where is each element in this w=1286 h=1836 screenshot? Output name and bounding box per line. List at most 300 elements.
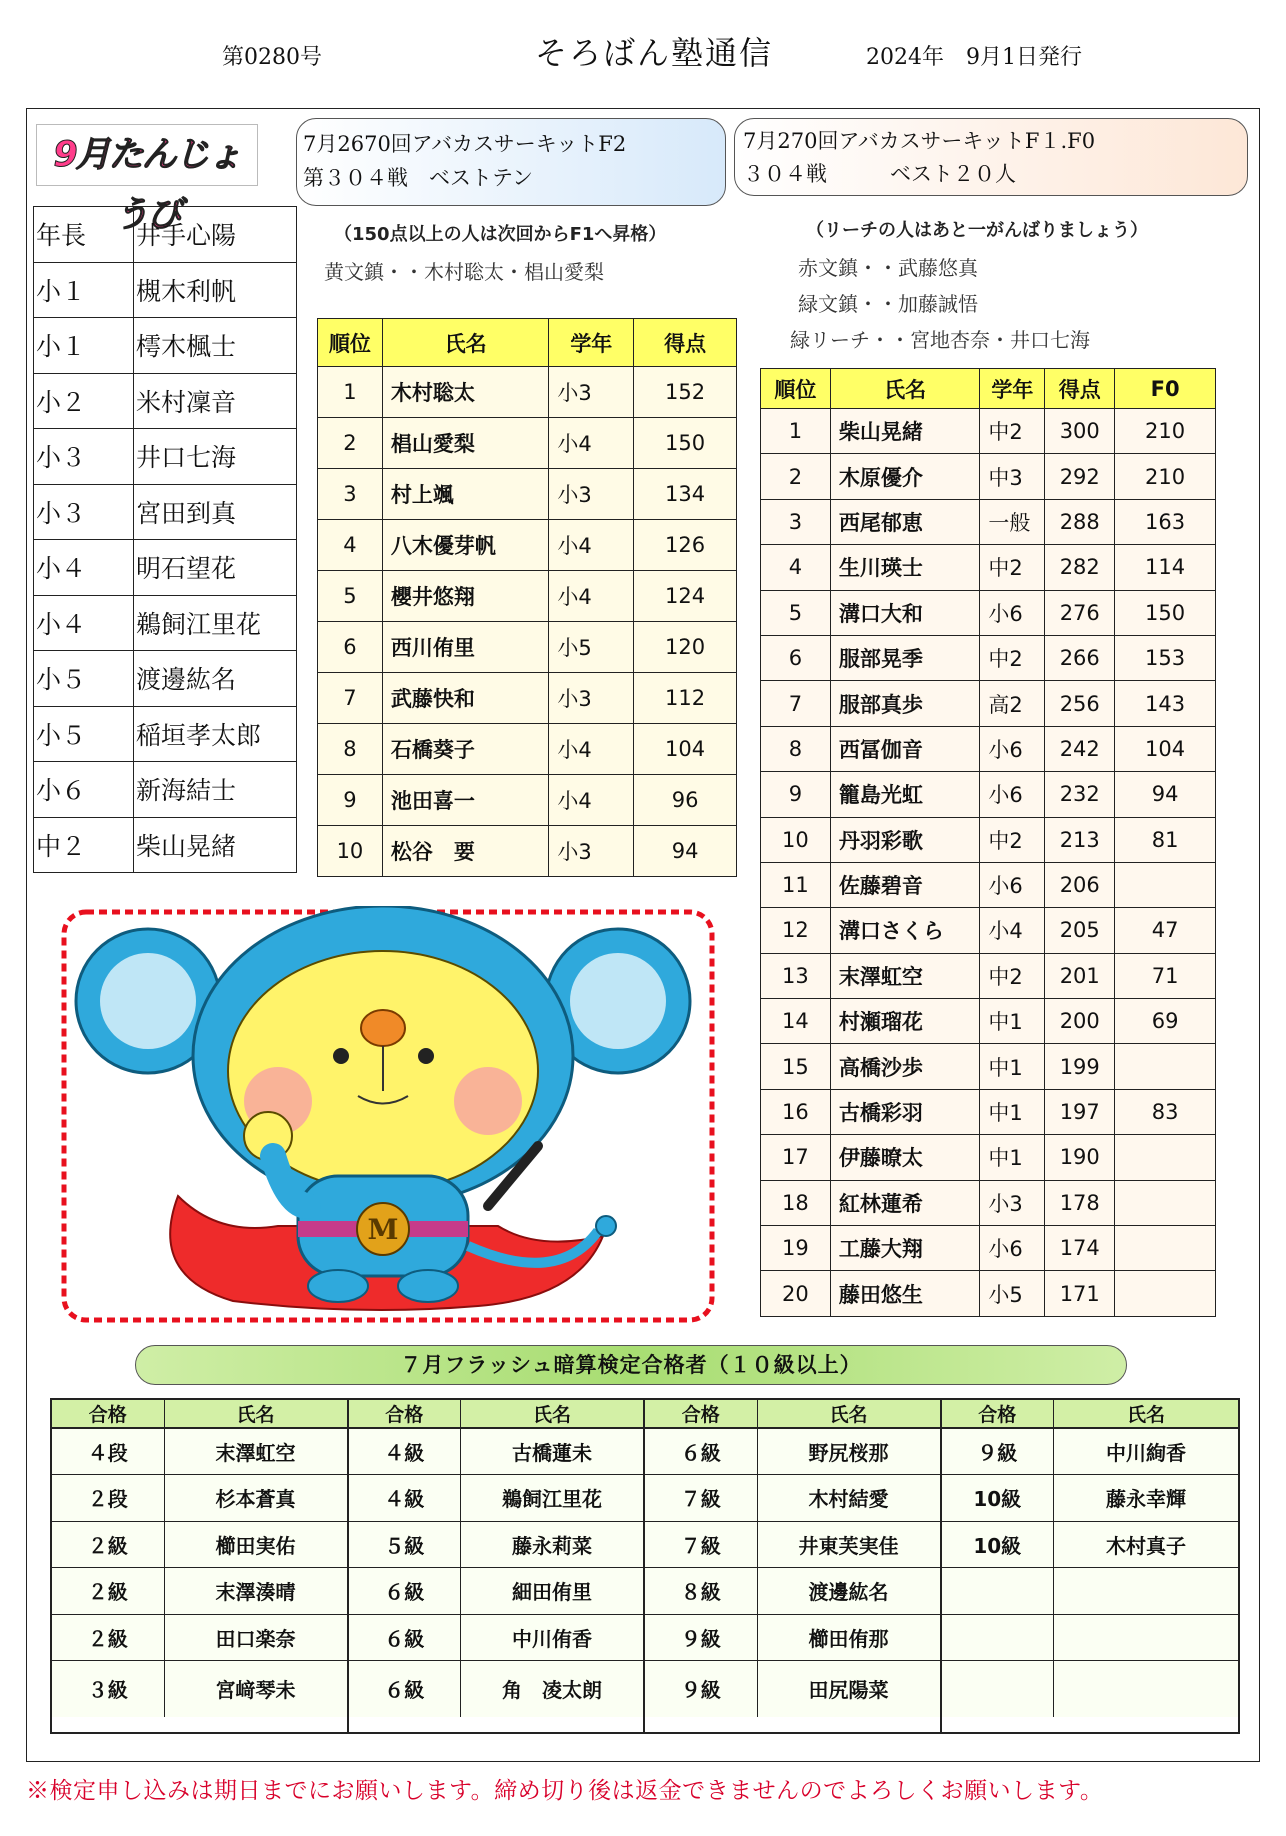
flash-name-header: 氏名	[164, 1400, 347, 1428]
f1-f0-score	[1115, 862, 1216, 907]
f1-f0-score: 47	[1115, 908, 1216, 953]
flash-name: 鵜飼江里花	[461, 1475, 644, 1522]
birthday-name: 米村凜音	[134, 373, 297, 429]
f2-ranking-row	[318, 826, 737, 877]
birthday-row	[34, 595, 297, 651]
flash-level: ２級	[52, 1614, 164, 1661]
flash-level: ４級	[349, 1428, 461, 1475]
f1-grade: 小6	[980, 590, 1045, 635]
flash-level: 10級	[942, 1521, 1054, 1568]
f1-f0-score: 81	[1115, 817, 1216, 862]
f2-header-cell: 学年	[549, 319, 634, 367]
f1-ranking-row	[761, 1089, 1216, 1134]
svg-text:M: M	[367, 1213, 399, 1246]
flash-name: 木村結愛	[757, 1475, 940, 1522]
f1-header-cell: 学年	[980, 369, 1045, 409]
f2-name: 村上颯	[382, 469, 549, 520]
f1-f0-score: 69	[1115, 999, 1216, 1044]
flash-pass-row	[349, 1475, 644, 1522]
flash-level	[942, 1614, 1054, 1661]
newsletter-title: そろばん塾通信	[535, 34, 774, 72]
f1-name: 丹羽彩歌	[830, 817, 980, 862]
f1-f0-score: 150	[1115, 590, 1216, 635]
birthday-grade: 小２	[34, 373, 134, 429]
flash-name: 渡邊紘名	[757, 1568, 940, 1615]
f1-name: 村瀬瑠花	[830, 999, 980, 1044]
f1-grade: 中2	[980, 953, 1045, 998]
birthday-row	[34, 817, 297, 873]
flash-pass-row	[645, 1475, 940, 1522]
flash-pass-row	[52, 1428, 347, 1475]
f1-header-cell: 氏名	[830, 369, 980, 409]
birthday-name: 渡邊紘名	[134, 651, 297, 707]
f1-rank: 11	[761, 862, 831, 907]
flash-level: ６級	[349, 1568, 461, 1615]
flash-name-header: 氏名	[757, 1400, 940, 1428]
f1-score: 197	[1045, 1089, 1115, 1134]
f1-score: 200	[1045, 999, 1115, 1044]
flash-name: 中川絢香	[1054, 1428, 1239, 1475]
f2-ranking-row	[318, 520, 737, 571]
f2-ranking-row	[318, 622, 737, 673]
f1-score: 292	[1045, 454, 1115, 499]
birthday-grade: 小４	[34, 540, 134, 596]
f2-grade: 小3	[549, 367, 634, 418]
f1-ranking-row	[761, 999, 1216, 1044]
birthday-row	[34, 262, 297, 318]
flash-pass-row	[52, 1521, 347, 1568]
f1-score: 232	[1045, 772, 1115, 817]
f2-name: 西川侑里	[382, 622, 549, 673]
f2-ranking-table	[317, 318, 737, 877]
f2-header-cell: 順位	[318, 319, 383, 367]
f1-name: 西冨伽音	[830, 726, 980, 771]
f2-name: 櫻井悠翔	[382, 571, 549, 622]
f2-rank: 5	[318, 571, 383, 622]
f1-name: 佐藤碧音	[830, 862, 980, 907]
f1-score: 288	[1045, 499, 1115, 544]
flash-name: 井東芙実佳	[757, 1521, 940, 1568]
f1-circuit-box	[734, 118, 1248, 196]
issue-number: 第0280号	[222, 45, 322, 70]
f1-f0-score: 143	[1115, 681, 1216, 726]
flash-pass-column	[52, 1400, 349, 1732]
f1-score: 174	[1045, 1226, 1115, 1271]
f1-f0-score: 163	[1115, 499, 1216, 544]
birthday-name: 明石望花	[134, 540, 297, 596]
flash-name: 末澤虹空	[164, 1428, 347, 1475]
f1-note: （リーチの人はあと一がんばりましょう）	[806, 220, 1148, 241]
f1-header-cell: 得点	[1045, 369, 1115, 409]
flash-level: ７級	[645, 1475, 757, 1522]
f1-grade: 中1	[980, 1044, 1045, 1089]
birthday-grade: 年長	[34, 207, 134, 263]
f1-grade: 中2	[980, 545, 1045, 590]
f1-f0-score: 210	[1115, 454, 1216, 499]
flash-name	[1054, 1614, 1239, 1661]
f1-grade: 中2	[980, 635, 1045, 680]
birthday-row	[34, 373, 297, 429]
f1-rank: 7	[761, 681, 831, 726]
f2-ranking-row	[318, 724, 737, 775]
flash-level: ２級	[52, 1568, 164, 1615]
f1-header-cell: 順位	[761, 369, 831, 409]
f1-rank: 1	[761, 409, 831, 454]
f1-score: 300	[1045, 409, 1115, 454]
flash-pass-column	[349, 1400, 646, 1732]
flash-name: 末澤湊晴	[164, 1568, 347, 1615]
f2-rank: 3	[318, 469, 383, 520]
flash-pass-row	[349, 1661, 644, 1717]
f1-name: 籠島光虹	[830, 772, 980, 817]
flash-level: ７級	[645, 1521, 757, 1568]
f2-circuit-subtitle: 第３０４戦 ベストテン	[303, 166, 533, 190]
flash-pass-row	[349, 1568, 644, 1615]
f1-score: 206	[1045, 862, 1115, 907]
f1-ranking-row	[761, 908, 1216, 953]
flash-name: 細田侑里	[461, 1568, 644, 1615]
f1-rank: 5	[761, 590, 831, 635]
f1-f0-score: 94	[1115, 772, 1216, 817]
f2-score: 120	[634, 622, 737, 673]
birthday-grade: 小５	[34, 651, 134, 707]
newsletter-header	[0, 28, 1286, 72]
birthday-grade: 中２	[34, 817, 134, 873]
f2-grade: 小3	[549, 469, 634, 520]
f1-rank: 8	[761, 726, 831, 771]
f2-rank: 7	[318, 673, 383, 724]
f2-rank: 6	[318, 622, 383, 673]
f1-f0-score: 153	[1115, 635, 1216, 680]
flash-pass-row	[942, 1428, 1239, 1475]
f1-rank: 6	[761, 635, 831, 680]
flash-level: ５級	[349, 1521, 461, 1568]
f1-circuit-subtitle: ３０４戦 ベスト２０人	[743, 162, 1016, 186]
f2-ranking-row	[318, 367, 737, 418]
f2-ranking-row	[318, 571, 737, 622]
flash-level: 10級	[942, 1475, 1054, 1522]
flash-pass-row	[645, 1568, 940, 1615]
f2-ranking-row	[318, 418, 737, 469]
birthday-name: 宮田到真	[134, 484, 297, 540]
f1-rank: 12	[761, 908, 831, 953]
flash-level	[942, 1661, 1054, 1717]
birthday-table	[33, 206, 297, 873]
flash-name-header: 氏名	[1054, 1400, 1239, 1428]
f1-name: 木原優介	[830, 454, 980, 499]
f1-ranking-row	[761, 635, 1216, 680]
f1-score: 266	[1045, 635, 1115, 680]
flash-pass-row	[942, 1475, 1239, 1522]
f2-award: 黄文鎮・・木村聡太・椙山愛梨	[324, 260, 604, 284]
f2-grade: 小4	[549, 724, 634, 775]
flash-exam-banner: ７月フラッシュ暗算検定合格者（１０級以上）	[135, 1345, 1127, 1385]
flash-pass-row	[645, 1614, 940, 1661]
f2-rank: 10	[318, 826, 383, 877]
flash-name: 藤永幸輝	[1054, 1475, 1239, 1522]
f1-score: 190	[1045, 1135, 1115, 1180]
f1-name: 服部晃季	[830, 635, 980, 680]
f1-grade: 中1	[980, 1089, 1045, 1134]
f1-grade: 中1	[980, 1135, 1045, 1180]
flash-name: 古橋蓮未	[461, 1428, 644, 1475]
birthday-grade: 小１	[34, 318, 134, 374]
flash-name: 野尻桜那	[757, 1428, 940, 1475]
f2-ranking-row	[318, 775, 737, 826]
flash-name: 中川侑香	[461, 1614, 644, 1661]
f1-grade: 小6	[980, 772, 1045, 817]
f2-rank: 9	[318, 775, 383, 826]
flash-pass-row	[942, 1521, 1239, 1568]
f1-name: 伊藤暸太	[830, 1135, 980, 1180]
f1-rank: 2	[761, 454, 831, 499]
birthday-title: 9月たんじょうび	[36, 124, 258, 186]
f1-rank: 15	[761, 1044, 831, 1089]
f2-name: 武藤快和	[382, 673, 549, 724]
birthday-grade: 小５	[34, 706, 134, 762]
f1-circuit-title: 7月270回アバカスサーキットF１.F0	[743, 129, 1096, 153]
f1-ranking-row	[761, 862, 1216, 907]
f1-name: 溝口さくら	[830, 908, 980, 953]
flash-level	[942, 1568, 1054, 1615]
f2-circuit-box	[296, 118, 726, 206]
f2-score: 150	[634, 418, 737, 469]
birthday-name: 井口七海	[134, 429, 297, 485]
f1-f0-score: 83	[1115, 1089, 1216, 1134]
flash-pass-row	[52, 1568, 347, 1615]
birthday-grade: 小３	[34, 429, 134, 485]
f1-f0-score	[1115, 1044, 1216, 1089]
f2-header-cell: 得点	[634, 319, 737, 367]
f1-name: 古橋彩羽	[830, 1089, 980, 1134]
footer-notice: ※検定申し込みは期日までにお願いします。締め切り後は返金できませんのでよろしくお願いします。	[26, 1778, 1104, 1804]
f2-name: 石橋葵子	[382, 724, 549, 775]
f1-grade: 中2	[980, 409, 1045, 454]
f1-score: 171	[1045, 1271, 1115, 1316]
flash-pass-row	[645, 1428, 940, 1475]
f1-grade: 中3	[980, 454, 1045, 499]
f1-name: 溝口大和	[830, 590, 980, 635]
birthday-name: 柴山晃緒	[134, 817, 297, 873]
f2-grade: 小4	[549, 418, 634, 469]
f1-name: 西尾郁恵	[830, 499, 980, 544]
flash-pass-column	[645, 1400, 942, 1732]
f2-ranking-row	[318, 469, 737, 520]
flash-level: ９級	[645, 1661, 757, 1717]
f2-name: 椙山愛梨	[382, 418, 549, 469]
f1-ranking-table	[760, 368, 1216, 1317]
f1-rank: 10	[761, 817, 831, 862]
f1-ranking-row	[761, 1044, 1216, 1089]
issue-date: 2024年 9月1日発行	[866, 45, 1082, 70]
birthday-row	[34, 429, 297, 485]
flash-pass-list	[50, 1398, 1240, 1734]
f1-name: 紅林蓮希	[830, 1180, 980, 1225]
f2-score: 134	[634, 469, 737, 520]
f2-score: 126	[634, 520, 737, 571]
f1-rank: 20	[761, 1271, 831, 1316]
f1-grade: 中1	[980, 999, 1045, 1044]
f1-f0-score: 104	[1115, 726, 1216, 771]
flash-name: 藤永莉菜	[461, 1521, 644, 1568]
flash-name-header: 氏名	[461, 1400, 644, 1428]
birthday-row	[34, 651, 297, 707]
f1-score: 201	[1045, 953, 1115, 998]
flash-pass-row	[645, 1661, 940, 1717]
f2-header-cell: 氏名	[382, 319, 549, 367]
flash-name: 木村真子	[1054, 1521, 1239, 1568]
f2-rank: 8	[318, 724, 383, 775]
birthday-name: 槻木利帆	[134, 262, 297, 318]
flash-level: ６級	[349, 1661, 461, 1717]
f1-rank: 17	[761, 1135, 831, 1180]
birthday-row	[34, 318, 297, 374]
f1-ranking-row	[761, 590, 1216, 635]
f1-score: 205	[1045, 908, 1115, 953]
f1-ranking-row	[761, 1226, 1216, 1271]
birthday-row	[34, 540, 297, 596]
flash-pass-row	[942, 1614, 1239, 1661]
flash-pass-row	[942, 1661, 1239, 1717]
f1-score: 282	[1045, 545, 1115, 590]
f1-rank: 19	[761, 1226, 831, 1271]
f1-name: 服部真歩	[830, 681, 980, 726]
birthday-grade: 小４	[34, 595, 134, 651]
f1-f0-score: 71	[1115, 953, 1216, 998]
birthday-row	[34, 484, 297, 540]
flash-name: 田口楽奈	[164, 1614, 347, 1661]
birthday-name: 稲垣孝太郎	[134, 706, 297, 762]
f2-ranking-row	[318, 673, 737, 724]
f2-note: （150点以上の人は次回からF1へ昇格）	[334, 224, 667, 245]
f2-grade: 小3	[549, 826, 634, 877]
flash-pass-row	[349, 1521, 644, 1568]
f1-rank: 18	[761, 1180, 831, 1225]
flash-level: ２級	[52, 1521, 164, 1568]
f2-name: 松谷 要	[382, 826, 549, 877]
birthday-grade: 小６	[34, 762, 134, 818]
f1-score: 213	[1045, 817, 1115, 862]
f1-ranking-row	[761, 454, 1216, 499]
f1-name: 柴山晃緒	[830, 409, 980, 454]
flash-name: 田尻陽菜	[757, 1661, 940, 1717]
f2-rank: 4	[318, 520, 383, 571]
f2-score: 112	[634, 673, 737, 724]
birthday-grade: 小１	[34, 262, 134, 318]
f1-grade: 小6	[980, 726, 1045, 771]
f1-f0-score	[1115, 1226, 1216, 1271]
f1-grade: 高2	[980, 681, 1045, 726]
flash-name: 宮﨑琴未	[164, 1661, 347, 1717]
f1-grade: 小6	[980, 1226, 1045, 1271]
f2-score: 96	[634, 775, 737, 826]
flash-level: ６級	[349, 1614, 461, 1661]
f1-ranking-row	[761, 1180, 1216, 1225]
f1-score: 276	[1045, 590, 1115, 635]
flash-pass-row	[349, 1614, 644, 1661]
flash-name	[1054, 1568, 1239, 1615]
f1-ranking-row	[761, 499, 1216, 544]
f1-f0-score	[1115, 1180, 1216, 1225]
flash-pass-row	[942, 1568, 1239, 1615]
flash-level-header: 合格	[349, 1400, 461, 1428]
flash-level-header: 合格	[942, 1400, 1054, 1428]
f1-score: 256	[1045, 681, 1115, 726]
flash-name: 櫛田実佑	[164, 1521, 347, 1568]
f2-grade: 小4	[549, 520, 634, 571]
f2-rank: 1	[318, 367, 383, 418]
flash-name: 角 凌太朗	[461, 1661, 644, 1717]
flash-level: ４段	[52, 1428, 164, 1475]
flash-level: ８級	[645, 1568, 757, 1615]
f1-ranking-row	[761, 772, 1216, 817]
f1-grade: 小5	[980, 1271, 1045, 1316]
f1-award-reach: 緑リーチ・・宮地杏奈・井口七海	[790, 328, 1090, 352]
f1-rank: 3	[761, 499, 831, 544]
f1-name: 藤田悠生	[830, 1271, 980, 1316]
f1-name: 高橋沙歩	[830, 1044, 980, 1089]
f2-grade: 小4	[549, 775, 634, 826]
flash-name	[1054, 1661, 1239, 1717]
flash-pass-row	[52, 1475, 347, 1522]
f1-grade: 小4	[980, 908, 1045, 953]
f2-name: 八木優芽帆	[382, 520, 549, 571]
f1-ranking-row	[761, 1271, 1216, 1316]
flash-level: ４級	[349, 1475, 461, 1522]
f1-award-red: 赤文鎮・・武藤悠真	[798, 256, 978, 280]
f1-f0-score	[1115, 1271, 1216, 1316]
birthday-row	[34, 762, 297, 818]
f1-grade: 小6	[980, 862, 1045, 907]
f1-score: 242	[1045, 726, 1115, 771]
f2-grade: 小4	[549, 571, 634, 622]
f1-award-green: 緑文鎮・・加藤誠悟	[798, 292, 978, 316]
flash-pass-column	[942, 1400, 1239, 1732]
f2-name: 木村聡太	[382, 367, 549, 418]
f1-name: 工藤大翔	[830, 1226, 980, 1271]
birthday-row	[34, 207, 297, 263]
f2-name: 池田喜一	[382, 775, 549, 826]
f1-name: 末澤虹空	[830, 953, 980, 998]
f1-ranking-row	[761, 409, 1216, 454]
f2-score: 94	[634, 826, 737, 877]
f1-rank: 13	[761, 953, 831, 998]
f2-circuit-title: 7月2670回アバカスサーキットF2	[303, 132, 627, 156]
flash-level: ９級	[942, 1428, 1054, 1475]
f1-score: 199	[1045, 1044, 1115, 1089]
f2-score: 152	[634, 367, 737, 418]
f2-grade: 小3	[549, 673, 634, 724]
flash-pass-row	[52, 1614, 347, 1661]
f1-rank: 16	[761, 1089, 831, 1134]
f1-rank: 14	[761, 999, 831, 1044]
flash-level: ６級	[645, 1428, 757, 1475]
f1-rank: 9	[761, 772, 831, 817]
f1-f0-score: 210	[1115, 409, 1216, 454]
f1-ranking-row	[761, 545, 1216, 590]
mascot-illustration	[58, 906, 718, 1326]
flash-pass-row	[349, 1428, 644, 1475]
birthday-row	[34, 706, 297, 762]
f1-ranking-row	[761, 1135, 1216, 1180]
flash-level-header: 合格	[645, 1400, 757, 1428]
birthday-name: 鵜飼江里花	[134, 595, 297, 651]
f2-grade: 小5	[549, 622, 634, 673]
birthday-name: 新海結士	[134, 762, 297, 818]
f1-grade: 中2	[980, 817, 1045, 862]
flash-name: 杉本蒼真	[164, 1475, 347, 1522]
flash-pass-row	[645, 1521, 940, 1568]
